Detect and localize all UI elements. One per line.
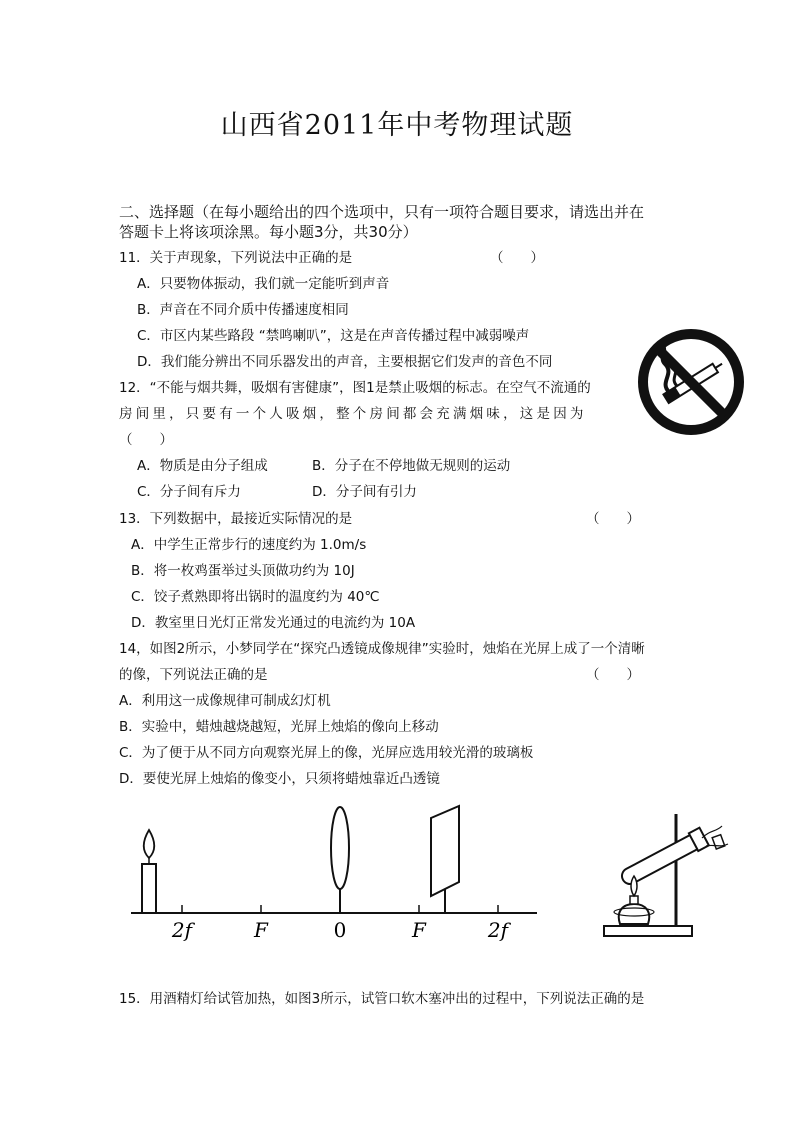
question-14-option-a: A．利用这一成像规律可制成幻灯机: [119, 693, 331, 709]
no-smoking-icon: [635, 326, 747, 438]
question-12-stem-line2: 房间里，只要有一个人吸烟，整个房间都会充满烟味，这是因为: [119, 406, 587, 422]
question-14-option-c: C．为了便于从不同方向观察光屏上的像，光屏应选用较光滑的玻璃板: [119, 745, 534, 761]
question-11-option-d: D．我们能分辨出不同乐器发出的声音，主要根据它们发声的音色不同: [137, 354, 553, 370]
test-tube-heating-icon: [598, 808, 738, 944]
question-13-option-a: A．中学生正常步行的速度约为 1.0m/s: [131, 537, 367, 553]
question-11-stem: 11．关于声现象，下列说法中正确的是: [119, 250, 353, 266]
convex-lens-icon: [331, 807, 349, 913]
question-12-stem-line1: 12．“不能与烟共舞，吸烟有害健康”，图1是禁止吸烟的标志。在空气不流通的: [119, 380, 591, 396]
axis-label-2f-right: 2f: [487, 918, 509, 942]
optical-bench-diagram: [125, 800, 545, 950]
question-13-option-d: D．教室里日光灯正常发光通过的电流约为 10A: [131, 615, 416, 631]
axis-label-2f-left: 2f: [171, 918, 193, 942]
question-11-option-c: C．市区内某些路段 “禁鸣喇叭”，这是在声音传播过程中减弱噪声: [137, 328, 530, 344]
question-13-stem: 13．下列数据中，最接近实际情况的是: [119, 511, 353, 527]
question-12-answer-blank: （ ）: [119, 432, 173, 448]
question-13-option-b: B．将一枚鸡蛋举过头顶做功约为 10J: [131, 563, 355, 579]
question-12-option-c: C．分子间有斥力: [137, 484, 241, 500]
question-12-option-b: B．分子在不停地做无规则的运动: [312, 458, 511, 474]
section-heading-line2: 答题卡上将该项涂黑。每小题3分，共30分）: [119, 223, 418, 241]
question-13-answer-blank: （ ）: [586, 511, 640, 527]
question-13-option-c: C．饺子煮熟即将出锅时的温度约为 40℃: [131, 589, 380, 605]
axis-label-f-left: F: [254, 918, 268, 942]
section-heading-line1: 二、选择题（在每小题给出的四个选项中，只有一项符合题目要求，请选出并在: [119, 203, 645, 221]
page-title: 山西省2011年中考物理试题: [220, 110, 574, 141]
axis-label-f-right: F: [412, 918, 426, 942]
question-15-stem: 15．用酒精灯给试管加热，如图3所示，试管口软木塞冲出的过程中，下列说法正确的是: [119, 991, 645, 1007]
question-11-option-a: A．只要物体振动，我们就一定能听到声音: [137, 276, 390, 292]
candle-icon: [142, 830, 156, 913]
axis-label-origin: 0: [333, 918, 347, 942]
question-14-option-b: B．实验中，蜡烛越烧越短，光屏上烛焰的像向上移动: [119, 719, 439, 735]
question-12-option-d: D．分子间有引力: [312, 484, 417, 500]
question-14-stem-line2: 的像，下列说法正确的是: [119, 667, 268, 683]
light-screen-icon: [431, 806, 459, 913]
question-14-answer-blank: （ ）: [586, 667, 640, 683]
question-12-option-a: A．物质是由分子组成: [137, 458, 268, 474]
question-11-answer-blank: （ ）: [490, 250, 544, 266]
question-11-option-b: B．声音在不同介质中传播速度相同: [137, 302, 349, 318]
question-14-option-d: D．要使光屏上烛焰的像变小，只须将蜡烛靠近凸透镜: [119, 771, 440, 787]
question-14-stem-line1: 14，如图2所示，小梦同学在“探究凸透镜成像规律”实验时，烛焰在光屏上成了一个清晰: [119, 641, 645, 657]
